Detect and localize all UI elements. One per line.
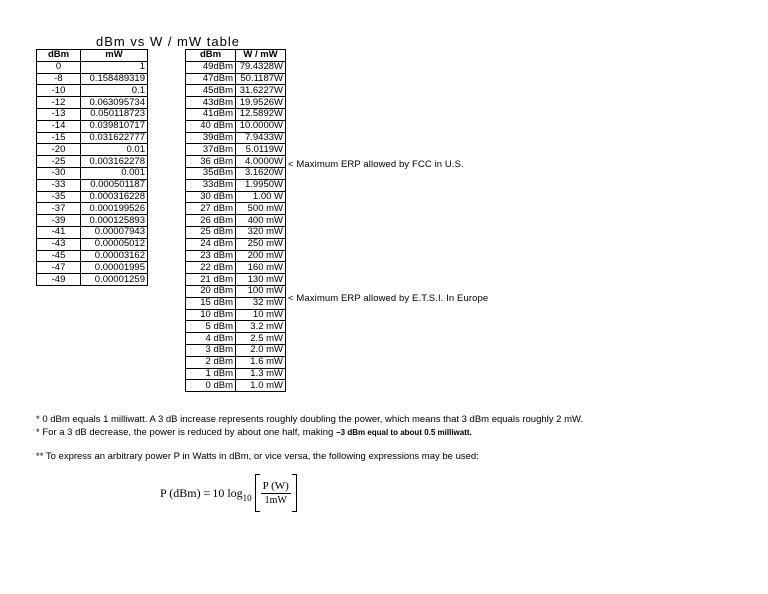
cell-power: 4.0000W bbox=[236, 156, 286, 168]
cell-dbm: -20 bbox=[37, 144, 81, 156]
cell-power: 0.031622777 bbox=[81, 132, 148, 144]
cell-dbm: 40 dBm bbox=[186, 120, 236, 132]
cell-power: 5.0119W bbox=[236, 144, 286, 156]
cell-dbm: 35dBm bbox=[186, 167, 236, 179]
cell-power: 0.158489319 bbox=[81, 73, 148, 85]
formula-lhs: P (dBm) = bbox=[160, 485, 211, 500]
table-row bbox=[186, 321, 286, 333]
formula-numerator: P (W) bbox=[262, 479, 289, 492]
table-row bbox=[186, 191, 286, 203]
table-row bbox=[186, 368, 286, 380]
cell-dbm: 0 bbox=[37, 61, 81, 73]
cell-dbm: -49 bbox=[37, 274, 81, 286]
cell-dbm: 20 dBm bbox=[186, 285, 236, 297]
cell-dbm: 36 dBm bbox=[186, 156, 236, 168]
table-row bbox=[37, 120, 148, 132]
cell-dbm: 25 dBm bbox=[186, 226, 236, 238]
cell-power: 10 mW bbox=[236, 309, 286, 321]
table-row bbox=[186, 297, 286, 309]
table-row bbox=[37, 85, 148, 97]
table-row bbox=[186, 120, 286, 132]
cell-power: 7.9433W bbox=[236, 132, 286, 144]
cell-power: 0.1 bbox=[81, 85, 148, 97]
cell-dbm: -25 bbox=[37, 156, 81, 168]
footnote-2 bbox=[36, 427, 472, 438]
cell-power: 3.2 mW bbox=[236, 321, 286, 333]
cell-dbm: -14 bbox=[37, 120, 81, 132]
table-row bbox=[186, 156, 286, 168]
col-header-dbm: dBm bbox=[186, 50, 236, 62]
table-row bbox=[186, 285, 286, 297]
formula-fraction bbox=[261, 479, 291, 508]
table-row bbox=[37, 73, 148, 85]
dbm-mw-table bbox=[36, 49, 148, 286]
cell-power: 0.000316228 bbox=[81, 191, 148, 203]
cell-power: 32 mW bbox=[236, 297, 286, 309]
cell-dbm: 4 dBm bbox=[186, 333, 236, 345]
cell-dbm: -41 bbox=[37, 226, 81, 238]
cell-dbm: 5 dBm bbox=[186, 321, 236, 333]
table-row bbox=[186, 274, 286, 286]
cell-power: 10.0000W bbox=[236, 120, 286, 132]
cell-dbm: -15 bbox=[37, 132, 81, 144]
table-row bbox=[37, 203, 148, 215]
cell-dbm: -33 bbox=[37, 179, 81, 191]
cell-dbm: 2 dBm bbox=[186, 356, 236, 368]
cell-dbm: 3 dBm bbox=[186, 344, 236, 356]
table-row bbox=[37, 108, 148, 120]
cell-dbm: 41dBm bbox=[186, 108, 236, 120]
cell-power: 100 mW bbox=[236, 285, 286, 297]
table-row bbox=[186, 108, 286, 120]
cell-power: 0.00007943 bbox=[81, 226, 148, 238]
cell-dbm: 0 dBm bbox=[186, 380, 236, 392]
formula-denominator: 1mW bbox=[264, 494, 287, 506]
table-row bbox=[186, 215, 286, 227]
footnote-1: * 0 dBm equals 1 milliwatt. A 3 dB increase represents roughly doubling the power, which means that 3 dBm equals roughly 2 mW. bbox=[36, 414, 584, 425]
cell-power: 250 mW bbox=[236, 238, 286, 250]
cell-power: 0.00001259 bbox=[81, 274, 148, 286]
cell-dbm: 30 dBm bbox=[186, 191, 236, 203]
table-row bbox=[37, 144, 148, 156]
cell-power: 0.00003162 bbox=[81, 250, 148, 262]
table-row bbox=[186, 167, 286, 179]
table-row bbox=[37, 274, 148, 286]
table-row bbox=[186, 262, 286, 274]
formula-log-base: 10 bbox=[242, 493, 252, 503]
table-row bbox=[186, 61, 286, 73]
cell-power: 0.000125893 bbox=[81, 215, 148, 227]
cell-power: 0.01 bbox=[81, 144, 148, 156]
cell-power: 0.039810717 bbox=[81, 120, 148, 132]
cell-dbm: 10 dBm bbox=[186, 309, 236, 321]
cell-dbm: -30 bbox=[37, 167, 81, 179]
cell-power: 0.000501187 bbox=[81, 179, 148, 191]
footnote-3: ** To express an arbitrary power P in Watts in dBm, or vice versa, the following expressions may be used: bbox=[36, 451, 479, 462]
dbm-formula bbox=[160, 472, 297, 514]
cell-power: 3.1620W bbox=[236, 167, 286, 179]
table-row bbox=[37, 226, 148, 238]
table-row bbox=[37, 238, 148, 250]
cell-power: 1.00 W bbox=[236, 191, 286, 203]
cell-dbm: 43dBm bbox=[186, 97, 236, 109]
cell-power: 31.6227W bbox=[236, 85, 286, 97]
table-row bbox=[37, 97, 148, 109]
col-header-w-mw: W / mW bbox=[236, 50, 286, 62]
table-row bbox=[37, 250, 148, 262]
cell-power: 320 mW bbox=[236, 226, 286, 238]
cell-dbm: 27 dBm bbox=[186, 203, 236, 215]
table-row bbox=[37, 262, 148, 274]
cell-dbm: 26 dBm bbox=[186, 215, 236, 227]
dbm-w-table bbox=[185, 49, 286, 392]
cell-dbm: 15 dBm bbox=[186, 297, 236, 309]
table-row bbox=[37, 191, 148, 203]
col-header-dbm: dBm bbox=[37, 50, 81, 62]
cell-power: 130 mW bbox=[236, 274, 286, 286]
table-row bbox=[37, 167, 148, 179]
formula-bracket bbox=[255, 474, 297, 512]
table-row bbox=[186, 97, 286, 109]
cell-power: 400 mW bbox=[236, 215, 286, 227]
table-row bbox=[186, 333, 286, 345]
cell-dbm: 37dBm bbox=[186, 144, 236, 156]
table-row bbox=[186, 226, 286, 238]
cell-dbm: -10 bbox=[37, 85, 81, 97]
cell-dbm: 23 dBm bbox=[186, 250, 236, 262]
cell-dbm: 49dBm bbox=[186, 61, 236, 73]
cell-power: 160 mW bbox=[236, 262, 286, 274]
formula-coef: 10 bbox=[212, 485, 225, 500]
cell-dbm: -37 bbox=[37, 203, 81, 215]
cell-power: 500 mW bbox=[236, 203, 286, 215]
cell-power: 200 mW bbox=[236, 250, 286, 262]
footnote-2-bold: −3 dBm equal to about 0.5 milliwatt. bbox=[335, 428, 472, 437]
col-header-mw: mW bbox=[81, 50, 148, 62]
cell-dbm: 47dBm bbox=[186, 73, 236, 85]
table-row bbox=[37, 132, 148, 144]
table-row bbox=[186, 203, 286, 215]
cell-dbm: 33dBm bbox=[186, 179, 236, 191]
cell-power: 0.050118723 bbox=[81, 108, 148, 120]
table-row bbox=[186, 356, 286, 368]
table-row bbox=[186, 250, 286, 262]
etsi-note: < Maximum ERP allowed by E.T.S.I. In Europe bbox=[288, 293, 489, 304]
table-row bbox=[186, 380, 286, 392]
cell-power: 12.5892W bbox=[236, 108, 286, 120]
cell-power: 0.001 bbox=[81, 167, 148, 179]
cell-power: 50.1187W bbox=[236, 73, 286, 85]
cell-dbm: -35 bbox=[37, 191, 81, 203]
cell-power: 0.000199526 bbox=[81, 203, 148, 215]
cell-dbm: -13 bbox=[37, 108, 81, 120]
table-row bbox=[186, 73, 286, 85]
cell-power: 0.00001995 bbox=[81, 262, 148, 274]
fcc-note: < Maximum ERP allowed by FCC in U.S. bbox=[288, 159, 464, 170]
cell-power: 1.9950W bbox=[236, 179, 286, 191]
footnote-2-text: * For a 3 dB decrease, the power is reduced by about one half, making bbox=[36, 427, 336, 438]
cell-power: 1 bbox=[81, 61, 148, 73]
page-title: dBm vs W / mW table bbox=[96, 34, 240, 49]
table-row bbox=[186, 344, 286, 356]
cell-dbm: 22 dBm bbox=[186, 262, 236, 274]
cell-dbm: 45dBm bbox=[186, 85, 236, 97]
cell-power: 1.6 mW bbox=[236, 356, 286, 368]
table-row bbox=[186, 85, 286, 97]
cell-dbm: -12 bbox=[37, 97, 81, 109]
table-row bbox=[186, 179, 286, 191]
cell-dbm: -43 bbox=[37, 238, 81, 250]
cell-power: 79.4328W bbox=[236, 61, 286, 73]
cell-dbm: 21 dBm bbox=[186, 274, 236, 286]
table-row bbox=[186, 132, 286, 144]
table-row bbox=[186, 309, 286, 321]
table-row bbox=[37, 179, 148, 191]
cell-dbm: 1 dBm bbox=[186, 368, 236, 380]
table-row bbox=[186, 144, 286, 156]
cell-dbm: 24 dBm bbox=[186, 238, 236, 250]
cell-power: 19.9526W bbox=[236, 97, 286, 109]
cell-dbm: -47 bbox=[37, 262, 81, 274]
table-row bbox=[37, 156, 148, 168]
cell-power: 2.5 mW bbox=[236, 333, 286, 345]
cell-dbm: 39dBm bbox=[186, 132, 236, 144]
table-row bbox=[37, 61, 148, 73]
cell-power: 0.00005012 bbox=[81, 238, 148, 250]
cell-power: 1.0 mW bbox=[236, 380, 286, 392]
cell-power: 0.003162278 bbox=[81, 156, 148, 168]
cell-power: 1.3 mW bbox=[236, 368, 286, 380]
cell-dbm: -39 bbox=[37, 215, 81, 227]
cell-dbm: -45 bbox=[37, 250, 81, 262]
cell-dbm: -8 bbox=[37, 73, 81, 85]
table-row bbox=[186, 238, 286, 250]
cell-power: 0.063095734 bbox=[81, 97, 148, 109]
formula-log: log bbox=[227, 485, 243, 500]
table-row bbox=[37, 215, 148, 227]
cell-power: 2.0 mW bbox=[236, 344, 286, 356]
